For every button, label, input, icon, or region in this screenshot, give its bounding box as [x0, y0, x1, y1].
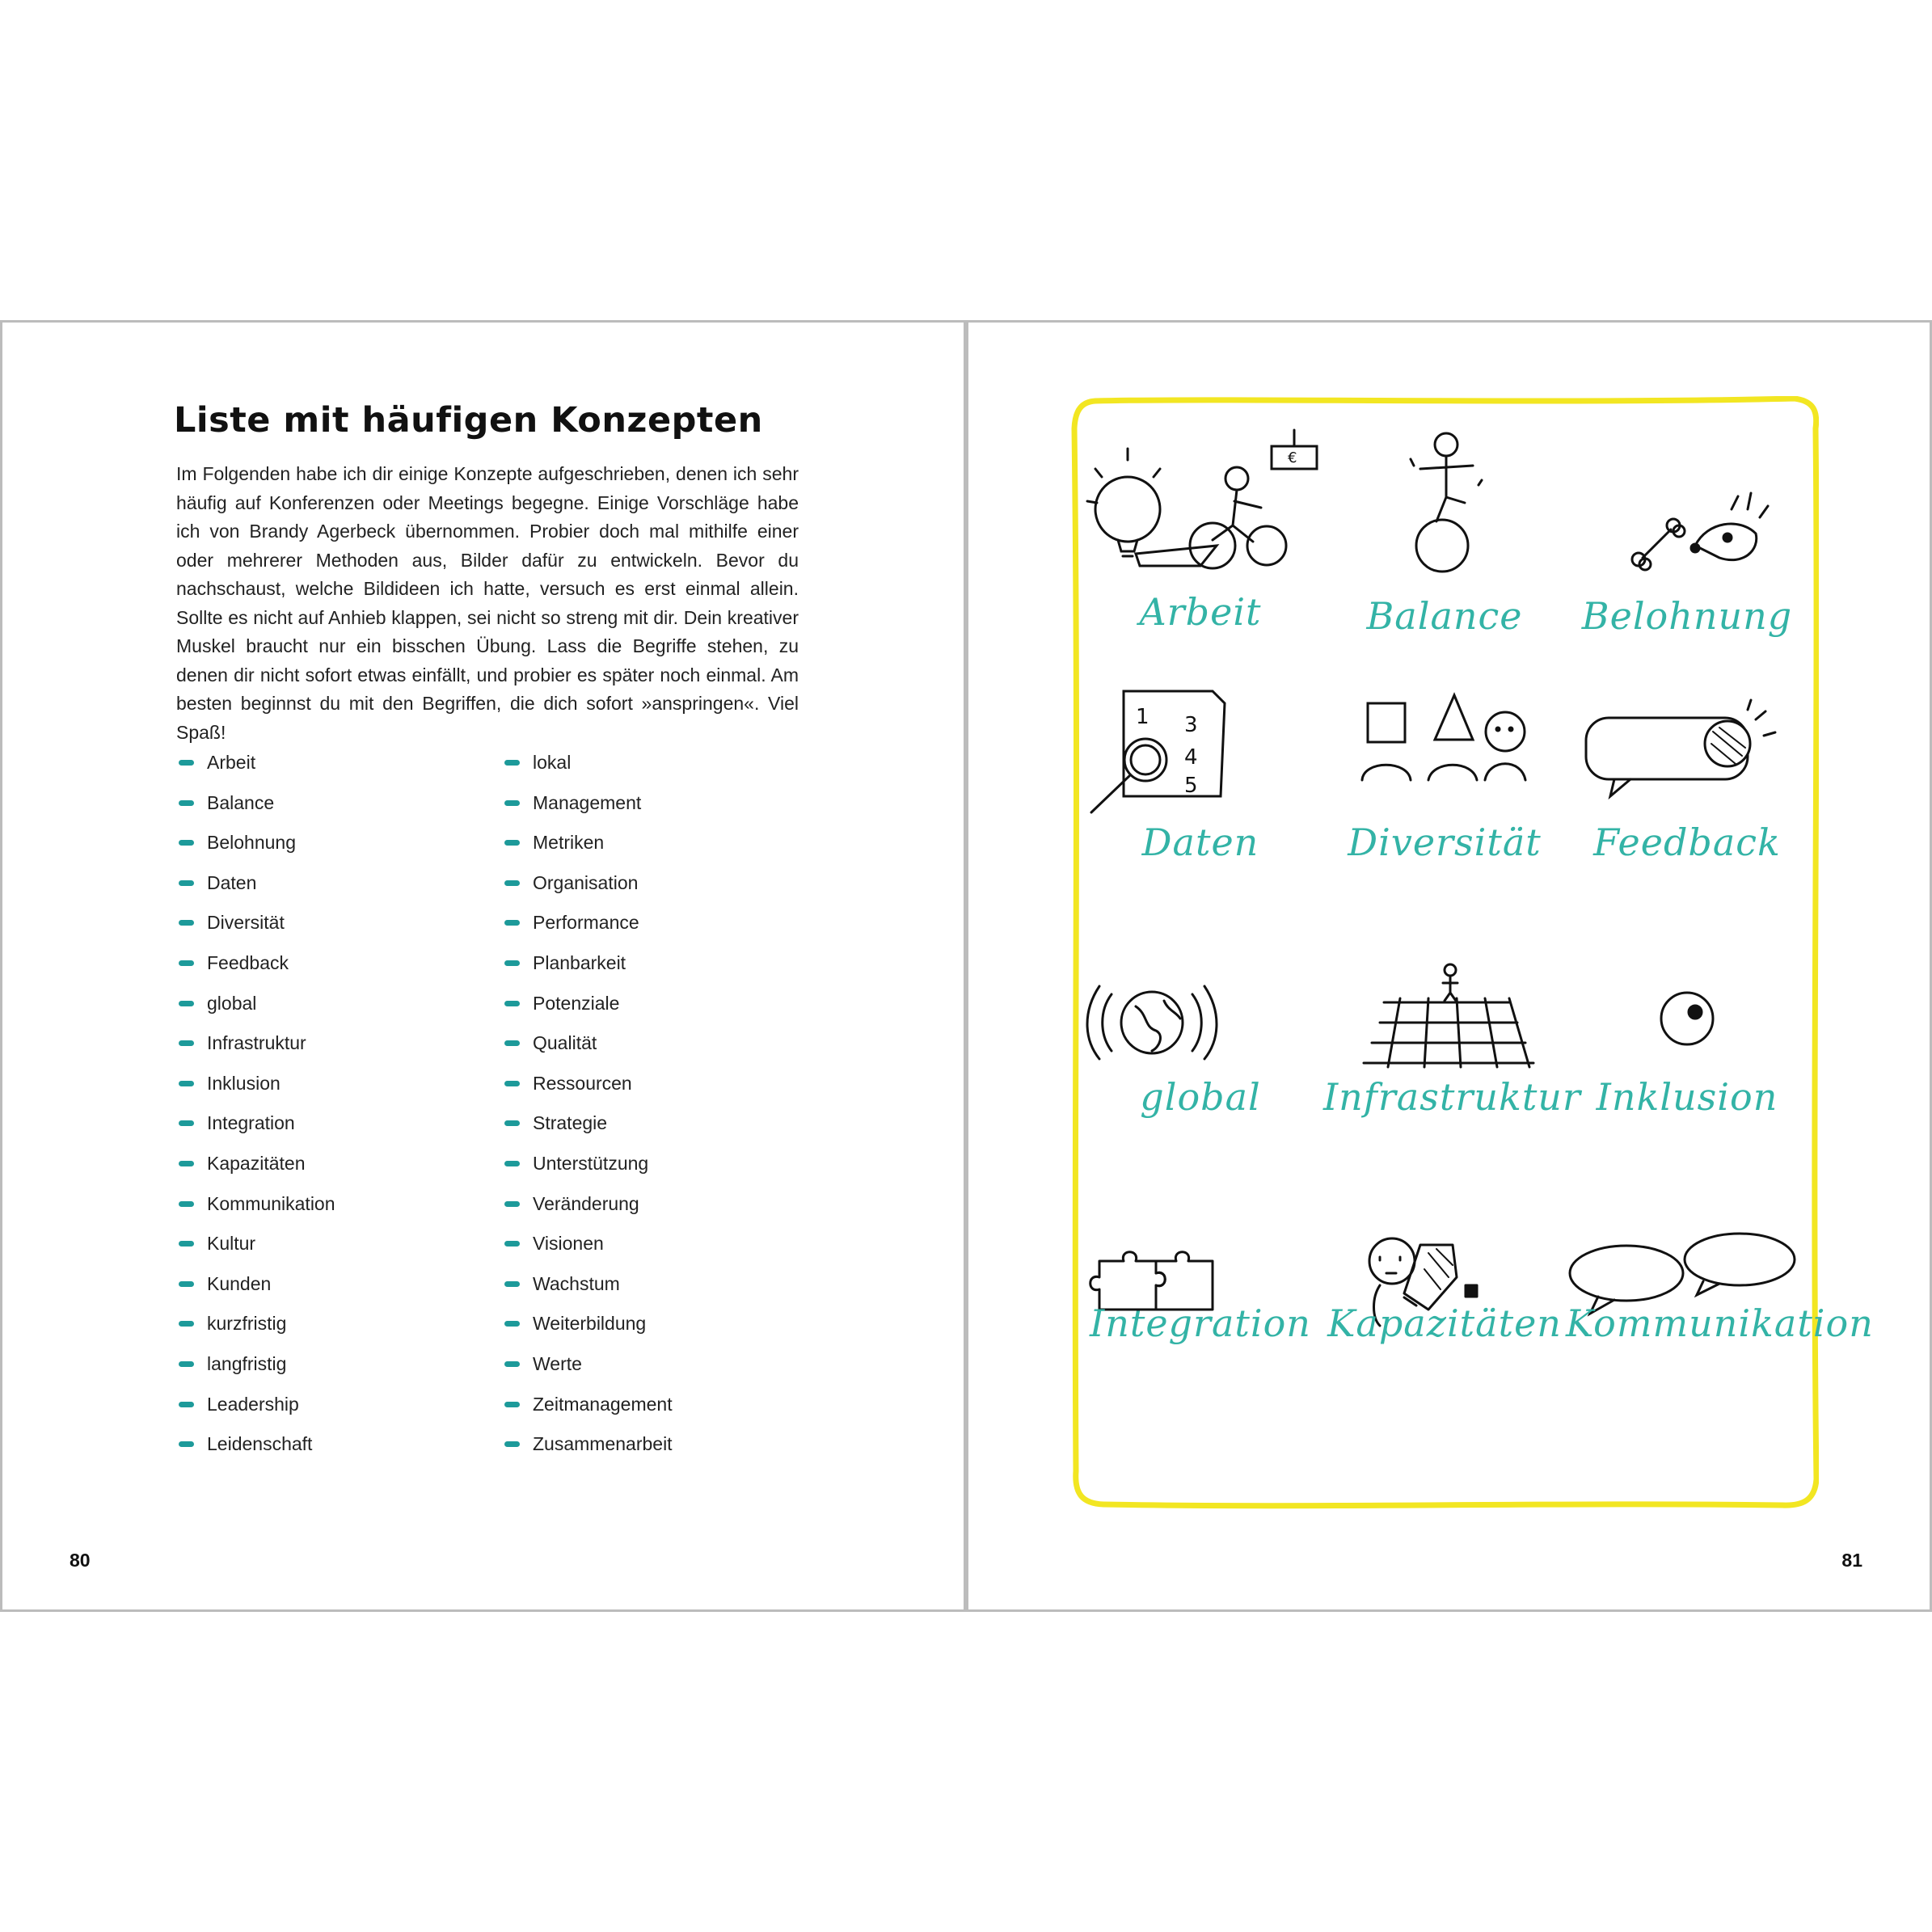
bullet-dash-icon: [504, 1402, 520, 1407]
bullet-dash-icon: [179, 1281, 194, 1287]
illustration-label: Infrastruktur: [1323, 1075, 1581, 1119]
bullet-dash-icon: [179, 1120, 194, 1126]
list-item: lokal: [504, 752, 673, 792]
illustration-label: Arbeit: [1139, 590, 1262, 634]
bullet-dash-icon: [179, 920, 194, 926]
list-item: Management: [504, 792, 673, 833]
page-number-left: 80: [70, 1550, 91, 1571]
bullet-dash-icon: [179, 800, 194, 806]
svg-text:3: 3: [1184, 713, 1198, 737]
illustration-kapazitaeten: [1323, 1229, 1566, 1471]
bullet-dash-icon: [179, 1361, 194, 1367]
list-item: Organisation: [504, 872, 673, 913]
bullet-dash-icon: [179, 960, 194, 966]
bullet-dash-icon: [179, 1001, 194, 1006]
bullet-dash-icon: [504, 920, 520, 926]
list-item: Infrastruktur: [179, 1032, 335, 1073]
list-item: Kunden: [179, 1273, 335, 1314]
dog-with-bone-icon: [1566, 412, 1808, 598]
list-item: Werte: [504, 1353, 673, 1394]
list-item: kurzfristig: [179, 1313, 335, 1353]
illustration-label: Inklusion: [1596, 1075, 1778, 1119]
ball-icon: [1566, 962, 1808, 1148]
list-item: Inklusion: [179, 1073, 335, 1113]
illustration-diversitaet: [1323, 687, 1566, 930]
illustration-label: Feedback: [1593, 820, 1781, 864]
list-item: Veränderung: [504, 1193, 673, 1234]
illustration-label: Kommunikation: [1566, 1301, 1874, 1345]
list-item: Kapazitäten: [179, 1153, 335, 1193]
list-item: Kultur: [179, 1233, 335, 1273]
bullet-dash-icon: [504, 880, 520, 886]
bullet-dash-icon: [504, 800, 520, 806]
illustration-inklusion: [1566, 962, 1808, 1204]
bullet-dash-icon: [504, 840, 520, 846]
bullet-dash-icon: [179, 1402, 194, 1407]
page-heading: Liste mit häufigen Konzepten: [174, 400, 763, 441]
list-item: Performance: [504, 912, 673, 952]
list-item: Belohnung: [179, 832, 335, 872]
bullet-dash-icon: [179, 1441, 194, 1447]
list-item: Leidenschaft: [179, 1433, 335, 1474]
bullet-dash-icon: [179, 1161, 194, 1166]
svg-text:4: 4: [1184, 745, 1198, 770]
globe-icon: [1079, 962, 1322, 1148]
list-item: langfristig: [179, 1353, 335, 1394]
illustration-daten: [1079, 687, 1322, 930]
list-item: Metriken: [504, 832, 673, 872]
list-item: global: [179, 993, 335, 1033]
bullet-dash-icon: [504, 760, 520, 766]
bullet-dash-icon: [179, 840, 194, 846]
svg-text:1: 1: [1136, 705, 1149, 729]
bullet-dash-icon: [504, 1120, 520, 1126]
list-item: Planbarkeit: [504, 952, 673, 993]
list-item: Qualität: [504, 1032, 673, 1073]
list-item: Kommunikation: [179, 1193, 335, 1234]
bullet-dash-icon: [179, 1081, 194, 1086]
bullet-dash-icon: [179, 1040, 194, 1046]
right-page: [966, 320, 1932, 1612]
bullet-dash-icon: [504, 1321, 520, 1327]
list-item: Leadership: [179, 1394, 335, 1434]
bullet-dash-icon: [504, 1001, 520, 1006]
intro-paragraph: Im Folgenden habe ich dir einige Konzepte aufgeschrieben, denen ich sehr häufig auf Konferenzen oder Meetings begegne. Einige Vorschläge habe ich von Brandy Agerbeck übernommen. Probier doch mal mithilfe einer oder mehrerer Methoden aus, Bilder dafür zu entwickeln. Bevor du nachschaust, welche Bildideen ich hatte, versuch es erst einmal allein. Sollte es nicht auf Anhieb klappen, sei nicht so streng mit dir. Dein kreativer Muskel braucht nur ein bisschen Übung. Lass die Begriffe stehen, zu denen dir nicht sofort etwas einfällt, und probier es später noch einmal. Am besten beginnst du mit den Begriffen, die dich sofort »anspringen«. Viel Spaß!: [176, 463, 799, 743]
list-item: Strategie: [504, 1112, 673, 1153]
list-item: Unterstützung: [504, 1153, 673, 1193]
grid-with-person-icon: [1323, 962, 1581, 1148]
illustration-label: Balance: [1366, 594, 1523, 638]
list-item: Diversität: [179, 912, 335, 952]
bullet-dash-icon: [504, 1081, 520, 1086]
illustration-infrastruktur: [1323, 962, 1581, 1204]
list-item: Zeitmanagement: [504, 1394, 673, 1434]
svg-text:€: €: [1288, 449, 1297, 466]
bullet-dash-icon: [179, 760, 194, 766]
list-item: Balance: [179, 792, 335, 833]
illustration-frame: [1071, 396, 1874, 1510]
person-balancing-on-ball-icon: [1323, 412, 1566, 598]
list-item: Zusammenarbeit: [504, 1433, 673, 1474]
illustration-global: [1079, 962, 1322, 1204]
lightbulb-cyclist-icon: [1079, 412, 1322, 598]
bullet-dash-icon: [504, 1040, 520, 1046]
bullet-dash-icon: [504, 1241, 520, 1247]
list-item: Ressourcen: [504, 1073, 673, 1113]
bullet-dash-icon: [504, 1201, 520, 1207]
illustration-label: global: [1140, 1075, 1261, 1119]
illustration-belohnung: [1566, 412, 1808, 655]
bullet-dash-icon: [504, 1161, 520, 1166]
illustration-label: Integration: [1090, 1301, 1311, 1345]
illustration-arbeit: [1079, 412, 1322, 655]
page-number-right: 81: [1841, 1550, 1862, 1571]
svg-text:5: 5: [1184, 774, 1198, 798]
list-item: Daten: [179, 872, 335, 913]
illustration-label: Diversität: [1348, 820, 1542, 864]
illustration-balance: [1323, 412, 1566, 655]
list-item: Arbeit: [179, 752, 335, 792]
list-item: Wachstum: [504, 1273, 673, 1314]
illustration-integration: [1079, 1229, 1322, 1471]
illustration-label: Kapazitäten: [1327, 1301, 1562, 1345]
list-item: Feedback: [179, 952, 335, 993]
illustration-label: Daten: [1141, 820, 1259, 864]
list-item: Weiterbildung: [504, 1313, 673, 1353]
list-item: Visionen: [504, 1233, 673, 1273]
illustration-kommunikation: [1566, 1229, 1874, 1471]
bullet-dash-icon: [504, 1441, 520, 1447]
bullet-dash-icon: [179, 880, 194, 886]
bullet-dash-icon: [504, 1281, 520, 1287]
illustration-label: Belohnung: [1581, 594, 1793, 638]
concept-list-column-2: [504, 752, 673, 1474]
list-item: Integration: [179, 1112, 335, 1153]
bullet-dash-icon: [179, 1241, 194, 1247]
bullet-dash-icon: [504, 960, 520, 966]
concept-list-column-1: [179, 752, 335, 1474]
bullet-dash-icon: [179, 1321, 194, 1327]
left-page: [0, 320, 966, 1612]
bullet-dash-icon: [179, 1201, 194, 1207]
illustration-feedback: [1566, 687, 1808, 930]
bullet-dash-icon: [504, 1361, 520, 1367]
list-item: Potenziale: [504, 993, 673, 1033]
